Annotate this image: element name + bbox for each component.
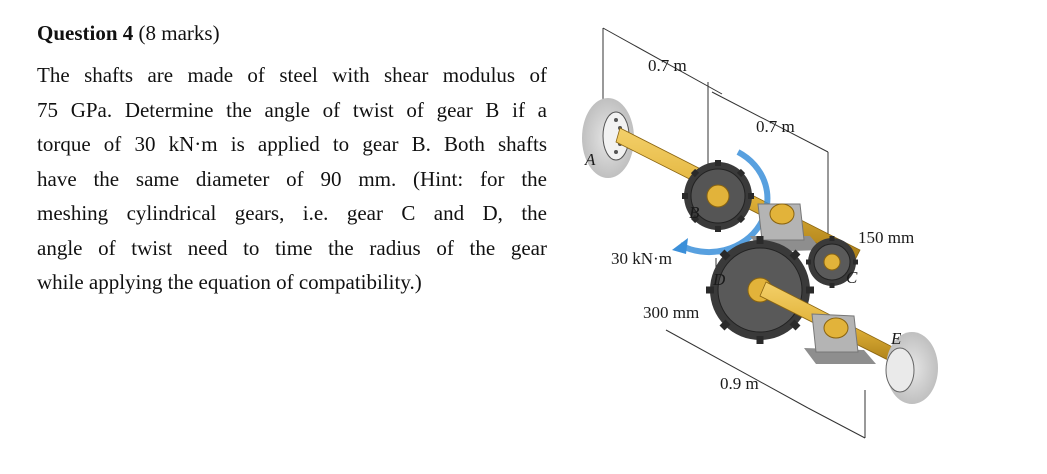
dim-de-label: 0.9 m: [720, 374, 759, 393]
dim-ab-label: 0.7 m: [648, 56, 687, 75]
label-b: B: [689, 203, 700, 222]
gear-d: [706, 236, 814, 344]
label-a: A: [585, 150, 596, 169]
question-block: [37, 18, 547, 300]
question-text-line-7: while applying the equation of compatibility.): [37, 270, 422, 294]
torque-label: 30 kN·m: [611, 249, 672, 268]
figure-svg: [560, 0, 1047, 469]
question-text-line-5: meshing cylindrical gears, i.e. gear C and D, the: [37, 201, 547, 225]
radius-c-label: 150 mm: [858, 228, 915, 247]
question-text-line-6: angle of twist need to time the radius of the gear: [37, 235, 547, 260]
question-text-line-3: torque of 30 kN·m is applied to gear B. Both shafts: [37, 132, 547, 156]
question-text-line-4: have the same diameter of 90 mm. (Hint: for the: [37, 166, 547, 191]
shaft-gear-figure: [560, 0, 1047, 469]
label-d: D: [713, 270, 726, 289]
label-c: C: [846, 268, 858, 287]
question-title: [37, 18, 547, 48]
question-number: Question 4: [37, 21, 134, 45]
question-marks: (8 marks): [138, 21, 220, 45]
radius-d-label: 300 mm: [643, 303, 700, 322]
dim-bc-label: 0.7 m: [756, 117, 795, 136]
question-text-line-1: The shafts are made of steel with shear modulus of: [37, 63, 547, 87]
label-e: E: [891, 329, 902, 348]
question-text-line-2: 75 GPa. Determine the angle of twist of gear B if a: [37, 97, 547, 122]
